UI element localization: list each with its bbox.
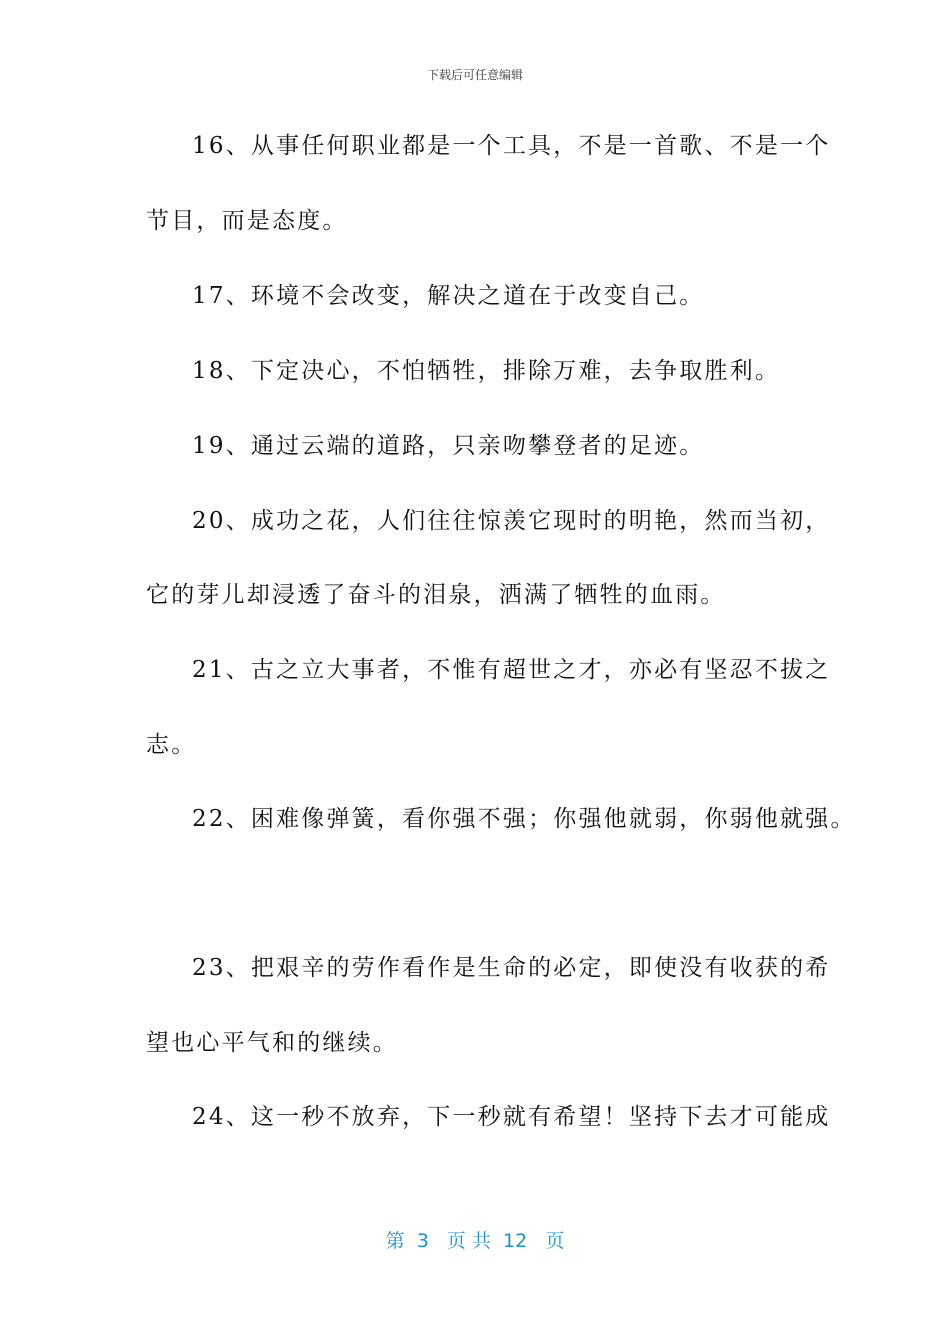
paragraph-line: 节目，而是态度。 [146, 208, 348, 234]
paragraph-line: 16、从事任何职业都是一个工具，不是一首歌、不是一个 [192, 133, 831, 159]
page-number-footer: 第 3 页 共 12 页 [385, 1230, 565, 1252]
paragraph-line: 19、通过云端的道路，只亲吻攀登者的足迹。 [192, 433, 705, 459]
paragraph-line: 志。 [146, 732, 197, 758]
paragraph-line: 17、环境不会改变，解决之道在于改变自己。 [192, 283, 705, 309]
paragraph-line: 望也心平气和的继续。 [146, 1030, 398, 1056]
paragraph-line: 24、这一秒不放弃，下一秒就有希望！坚持下去才可能成 [192, 1104, 831, 1130]
paragraph-line: 22、困难像弹簧，看你强不强；你强他就弱，你弱他就强。 [192, 806, 856, 832]
paragraph-line: 18、下定决心，不怕牺牲，排除万难，去争取胜利。 [192, 358, 781, 384]
paragraph-line: 23、把艰辛的劳作看作是生命的必定，即使没有收获的希 [192, 955, 831, 981]
paragraph-line: 21、古之立大事者，不惟有超世之才，亦必有坚忍不拔之 [192, 657, 831, 683]
page-header: 下载后可任意编辑 [426, 68, 523, 82]
paragraph-line: 它的芽儿却浸透了奋斗的泪泉，洒满了牺牲的血雨。 [146, 582, 726, 608]
paragraph-line: 20、成功之花，人们往往惊羡它现时的明艳，然而当初， [192, 508, 831, 534]
